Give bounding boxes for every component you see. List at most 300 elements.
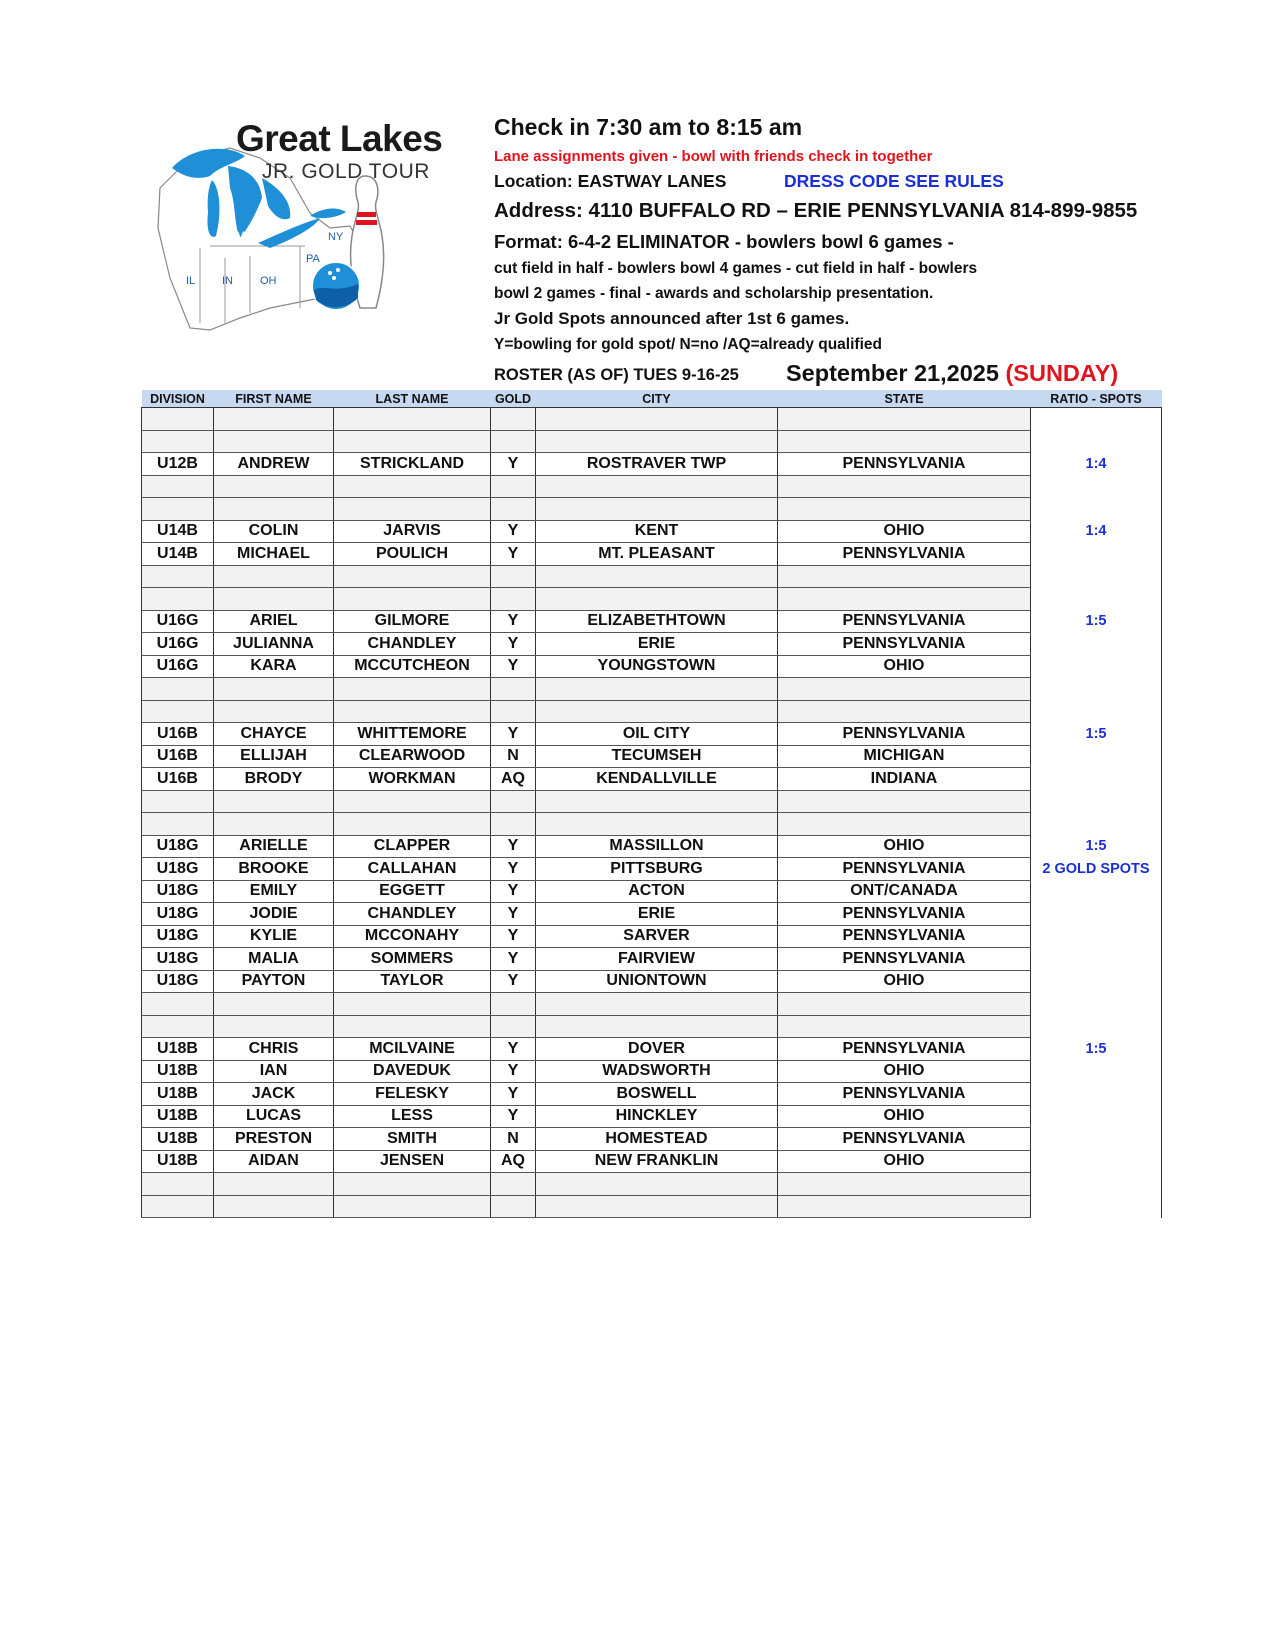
city-cell xyxy=(536,790,778,813)
state-cell xyxy=(778,565,1031,588)
state-cell: PENNSYLVANIA xyxy=(778,543,1031,566)
city-cell: KENDALLVILLE xyxy=(536,768,778,791)
first-name-cell: LUCAS xyxy=(214,1105,334,1128)
table-row xyxy=(142,678,1162,701)
gold-cell xyxy=(491,700,536,723)
first-name-cell: KYLIE xyxy=(214,925,334,948)
last-name-cell: CLAPPER xyxy=(334,835,491,858)
table-row xyxy=(142,1150,1162,1173)
division-cell xyxy=(142,408,214,431)
last-name-cell: STRICKLAND xyxy=(334,453,491,476)
division-cell: U18B xyxy=(142,1105,214,1128)
ratio-spots-cell xyxy=(1031,1173,1162,1196)
last-name-cell: GILMORE xyxy=(334,610,491,633)
division-cell: U18G xyxy=(142,858,214,881)
event-date xyxy=(786,360,1118,387)
gold-cell xyxy=(491,993,536,1016)
last-name-cell: JARVIS xyxy=(334,520,491,543)
first-name-cell: ARIEL xyxy=(214,610,334,633)
first-name-cell xyxy=(214,700,334,723)
division-cell: U18B xyxy=(142,1150,214,1173)
first-name-cell: JULIANNA xyxy=(214,633,334,656)
svg-text:WI: WI xyxy=(178,207,192,219)
table-row xyxy=(142,655,1162,678)
ratio-spots-cell xyxy=(1031,1015,1162,1038)
city-cell: ACTON xyxy=(536,880,778,903)
gold-cell: Y xyxy=(491,453,536,476)
ratio-spots-cell xyxy=(1031,790,1162,813)
gold-cell: AQ xyxy=(491,1150,536,1173)
lane-assignment-note: Lane assignments given - bowl with friends check in together xyxy=(494,148,933,165)
table-row xyxy=(142,520,1162,543)
table-row xyxy=(142,970,1162,993)
ratio-spots-cell xyxy=(1031,430,1162,453)
last-name-cell xyxy=(334,498,491,521)
last-name-cell: WORKMAN xyxy=(334,768,491,791)
division-cell xyxy=(142,430,214,453)
format-line-3: bowl 2 games - final - awards and scholarship presentation. xyxy=(494,285,934,302)
table-row xyxy=(142,430,1162,453)
last-name-cell: FELESKY xyxy=(334,1083,491,1106)
division-cell: U18G xyxy=(142,948,214,971)
ratio-spots-cell xyxy=(1031,543,1162,566)
state-cell: MICHIGAN xyxy=(778,745,1031,768)
first-name-cell: ELLIJAH xyxy=(214,745,334,768)
first-name-cell xyxy=(214,993,334,1016)
last-name-cell xyxy=(334,565,491,588)
ratio-spots-cell: 1:4 xyxy=(1031,453,1162,476)
state-cell: PENNSYLVANIA xyxy=(778,633,1031,656)
gold-cell xyxy=(491,565,536,588)
state-cell: OHIO xyxy=(778,1105,1031,1128)
format-line-2: cut field in half - bowlers bowl 4 games - cut field in half - bowlers xyxy=(494,260,978,277)
svg-text:IN: IN xyxy=(222,275,233,287)
state-cell: PENNSYLVANIA xyxy=(778,1038,1031,1061)
table-row xyxy=(142,633,1162,656)
ratio-spots-cell xyxy=(1031,588,1162,611)
ratio-spots-cell xyxy=(1031,498,1162,521)
division-cell: U18G xyxy=(142,970,214,993)
logo-title: Great Lakes xyxy=(236,118,443,159)
city-cell xyxy=(536,1015,778,1038)
ratio-spots-cell xyxy=(1031,1128,1162,1151)
state-cell xyxy=(778,1173,1031,1196)
table-row xyxy=(142,993,1162,1016)
roster-table xyxy=(141,390,1161,1218)
gold-cell: Y xyxy=(491,903,536,926)
gold-cell: Y xyxy=(491,1105,536,1128)
state-cell xyxy=(778,430,1031,453)
svg-text:MI: MI xyxy=(236,230,249,242)
city-cell xyxy=(536,565,778,588)
state-cell: OHIO xyxy=(778,520,1031,543)
table-row xyxy=(142,610,1162,633)
table-row xyxy=(142,475,1162,498)
state-cell: PENNSYLVANIA xyxy=(778,453,1031,476)
city-cell: ELIZABETHTOWN xyxy=(536,610,778,633)
table-row xyxy=(142,1083,1162,1106)
first-name-cell: AIDAN xyxy=(214,1150,334,1173)
svg-text:OH: OH xyxy=(260,275,277,287)
table-row xyxy=(142,453,1162,476)
last-name-cell xyxy=(334,588,491,611)
division-cell: U18B xyxy=(142,1038,214,1061)
first-name-cell xyxy=(214,1195,334,1218)
first-name-cell xyxy=(214,1015,334,1038)
city-cell: FAIRVIEW xyxy=(536,948,778,971)
gold-cell xyxy=(491,1195,536,1218)
first-name-cell: JODIE xyxy=(214,903,334,926)
city-cell: NEW FRANKLIN xyxy=(536,1150,778,1173)
table-row xyxy=(142,588,1162,611)
address: Address: 4110 BUFFALO RD – ERIE PENNSYLVANIA 814-899-9855 xyxy=(494,199,1138,222)
ratio-spots-cell xyxy=(1031,903,1162,926)
division-cell xyxy=(142,1015,214,1038)
ratio-spots-cell xyxy=(1031,970,1162,993)
last-name-cell xyxy=(334,678,491,701)
gold-cell: Y xyxy=(491,520,536,543)
city-cell xyxy=(536,588,778,611)
division-cell: U18G xyxy=(142,903,214,926)
checkin-time: Check in 7:30 am to 8:15 am xyxy=(494,114,803,140)
gold-cell: AQ xyxy=(491,768,536,791)
division-cell: U14B xyxy=(142,520,214,543)
first-name-cell xyxy=(214,1173,334,1196)
division-cell xyxy=(142,1195,214,1218)
gold-cell xyxy=(491,790,536,813)
state-cell: PENNSYLVANIA xyxy=(778,858,1031,881)
first-name-cell: BROOKE xyxy=(214,858,334,881)
state-cell xyxy=(778,700,1031,723)
column-header: STATE xyxy=(778,390,1031,408)
gold-cell: Y xyxy=(491,858,536,881)
ratio-spots-cell xyxy=(1031,1150,1162,1173)
table-row xyxy=(142,835,1162,858)
state-cell: OHIO xyxy=(778,835,1031,858)
first-name-cell: COLIN xyxy=(214,520,334,543)
table-row xyxy=(142,745,1162,768)
gold-cell: Y xyxy=(491,723,536,746)
gold-cell: Y xyxy=(491,655,536,678)
city-cell: MT. PLEASANT xyxy=(536,543,778,566)
state-cell: ONT/CANADA xyxy=(778,880,1031,903)
city-cell: PITTSBURG xyxy=(536,858,778,881)
city-cell xyxy=(536,408,778,431)
city-cell xyxy=(536,475,778,498)
first-name-cell xyxy=(214,790,334,813)
gold-cell xyxy=(491,678,536,701)
ratio-spots-cell xyxy=(1031,565,1162,588)
last-name-cell: DAVEDUK xyxy=(334,1060,491,1083)
last-name-cell: JENSEN xyxy=(334,1150,491,1173)
gold-cell: Y xyxy=(491,948,536,971)
last-name-cell xyxy=(334,430,491,453)
city-cell: DOVER xyxy=(536,1038,778,1061)
table-row xyxy=(142,498,1162,521)
last-name-cell: CALLAHAN xyxy=(334,858,491,881)
state-cell: PENNSYLVANIA xyxy=(778,610,1031,633)
city-cell: YOUNGSTOWN xyxy=(536,655,778,678)
city-cell xyxy=(536,1173,778,1196)
division-cell xyxy=(142,700,214,723)
table-row xyxy=(142,813,1162,836)
city-cell xyxy=(536,813,778,836)
division-cell: U16B xyxy=(142,768,214,791)
first-name-cell: PRESTON xyxy=(214,1128,334,1151)
gold-cell: Y xyxy=(491,1083,536,1106)
division-cell: U18B xyxy=(142,1083,214,1106)
ratio-spots-cell: 1:5 xyxy=(1031,723,1162,746)
gold-cell: Y xyxy=(491,925,536,948)
table-row xyxy=(142,1173,1162,1196)
ratio-spots-cell: 1:5 xyxy=(1031,610,1162,633)
table-row xyxy=(142,768,1162,791)
table-row xyxy=(142,1015,1162,1038)
state-cell xyxy=(778,498,1031,521)
event-date-text: September 21,2025 xyxy=(786,360,999,386)
city-cell: HINCKLEY xyxy=(536,1105,778,1128)
gold-cell xyxy=(491,475,536,498)
ratio-spots-cell: 1:4 xyxy=(1031,520,1162,543)
gold-cell: Y xyxy=(491,880,536,903)
last-name-cell: MCILVAINE xyxy=(334,1038,491,1061)
ratio-spots-cell xyxy=(1031,925,1162,948)
last-name-cell: LESS xyxy=(334,1105,491,1128)
city-cell: UNIONTOWN xyxy=(536,970,778,993)
gold-legend: Y=bowling for gold spot/ N=no /AQ=already qualified xyxy=(494,336,882,353)
division-cell: U16B xyxy=(142,723,214,746)
roster-as-of: ROSTER (AS OF) TUES 9-16-25 xyxy=(494,366,739,384)
gold-cell xyxy=(491,1015,536,1038)
ratio-spots-cell xyxy=(1031,745,1162,768)
gold-cell xyxy=(491,430,536,453)
city-cell xyxy=(536,430,778,453)
first-name-cell xyxy=(214,813,334,836)
city-cell: ERIE xyxy=(536,903,778,926)
state-cell xyxy=(778,1195,1031,1218)
table-row xyxy=(142,790,1162,813)
first-name-cell: KARA xyxy=(214,655,334,678)
division-cell xyxy=(142,475,214,498)
city-cell: WADSWORTH xyxy=(536,1060,778,1083)
first-name-cell: MICHAEL xyxy=(214,543,334,566)
table-row xyxy=(142,1128,1162,1151)
city-cell: HOMESTEAD xyxy=(536,1128,778,1151)
city-cell xyxy=(536,1195,778,1218)
ratio-spots-cell xyxy=(1031,813,1162,836)
ratio-spots-cell xyxy=(1031,678,1162,701)
ratio-spots-cell xyxy=(1031,993,1162,1016)
last-name-cell xyxy=(334,475,491,498)
last-name-cell xyxy=(334,813,491,836)
first-name-cell: CHRIS xyxy=(214,1038,334,1061)
state-cell: OHIO xyxy=(778,970,1031,993)
division-cell: U12B xyxy=(142,453,214,476)
first-name-cell xyxy=(214,475,334,498)
city-cell: TECUMSEH xyxy=(536,745,778,768)
gold-cell: N xyxy=(491,1128,536,1151)
gold-cell: Y xyxy=(491,970,536,993)
first-name-cell: EMILY xyxy=(214,880,334,903)
roster-table-body xyxy=(142,408,1162,1218)
table-row xyxy=(142,858,1162,881)
last-name-cell: SMITH xyxy=(334,1128,491,1151)
division-cell: U16G xyxy=(142,655,214,678)
table-row xyxy=(142,1060,1162,1083)
state-cell xyxy=(778,408,1031,431)
first-name-cell xyxy=(214,588,334,611)
table-row xyxy=(142,948,1162,971)
city-cell: ROSTRAVER TWP xyxy=(536,453,778,476)
state-cell: OHIO xyxy=(778,655,1031,678)
table-row xyxy=(142,408,1162,431)
division-cell xyxy=(142,565,214,588)
last-name-cell xyxy=(334,993,491,1016)
first-name-cell: BRODY xyxy=(214,768,334,791)
column-header: GOLD xyxy=(491,390,536,408)
division-cell xyxy=(142,588,214,611)
gold-cell xyxy=(491,813,536,836)
division-cell: U18G xyxy=(142,925,214,948)
logo-subtitle: JR. GOLD TOUR xyxy=(262,160,430,183)
last-name-cell: SOMMERS xyxy=(334,948,491,971)
svg-text:PA: PA xyxy=(306,253,320,265)
division-cell xyxy=(142,1173,214,1196)
gold-cell: Y xyxy=(491,543,536,566)
gold-cell: Y xyxy=(491,633,536,656)
city-cell: OIL CITY xyxy=(536,723,778,746)
state-cell: OHIO xyxy=(778,1150,1031,1173)
ratio-spots-cell xyxy=(1031,768,1162,791)
state-cell: PENNSYLVANIA xyxy=(778,723,1031,746)
division-cell: U18B xyxy=(142,1060,214,1083)
state-cell: PENNSYLVANIA xyxy=(778,1083,1031,1106)
ratio-spots-cell: 2 GOLD SPOTS xyxy=(1031,858,1162,881)
state-cell: PENNSYLVANIA xyxy=(778,1128,1031,1151)
format-heading: Format: 6-4-2 ELIMINATOR - bowlers bowl 6 games - xyxy=(494,231,954,252)
state-cell xyxy=(778,790,1031,813)
state-cell xyxy=(778,1015,1031,1038)
last-name-cell: CHANDLEY xyxy=(334,903,491,926)
table-row xyxy=(142,903,1162,926)
table-row xyxy=(142,1195,1162,1218)
gold-cell xyxy=(491,498,536,521)
first-name-cell xyxy=(214,430,334,453)
first-name-cell: CHAYCE xyxy=(214,723,334,746)
division-cell: U18G xyxy=(142,835,214,858)
division-cell: U16G xyxy=(142,610,214,633)
state-cell: OHIO xyxy=(778,1060,1031,1083)
last-name-cell: CLEARWOOD xyxy=(334,745,491,768)
first-name-cell xyxy=(214,408,334,431)
table-row xyxy=(142,925,1162,948)
division-cell: U16G xyxy=(142,633,214,656)
ratio-spots-cell xyxy=(1031,1060,1162,1083)
last-name-cell: POULICH xyxy=(334,543,491,566)
last-name-cell xyxy=(334,790,491,813)
table-row xyxy=(142,1038,1162,1061)
gold-cell: Y xyxy=(491,1060,536,1083)
city-cell xyxy=(536,678,778,701)
first-name-cell: ANDREW xyxy=(214,453,334,476)
ratio-spots-cell xyxy=(1031,475,1162,498)
city-cell: MASSILLON xyxy=(536,835,778,858)
city-cell: SARVER xyxy=(536,925,778,948)
last-name-cell: EGGETT xyxy=(334,880,491,903)
ratio-spots-cell xyxy=(1031,1083,1162,1106)
ratio-spots-cell xyxy=(1031,1105,1162,1128)
state-cell xyxy=(778,678,1031,701)
table-row xyxy=(142,700,1162,723)
state-cell: PENNSYLVANIA xyxy=(778,948,1031,971)
table-row xyxy=(142,880,1162,903)
state-cell: PENNSYLVANIA xyxy=(778,903,1031,926)
last-name-cell xyxy=(334,700,491,723)
ratio-spots-cell: 1:5 xyxy=(1031,835,1162,858)
dress-code-note: DRESS CODE SEE RULES xyxy=(784,171,1004,191)
state-cell: PENNSYLVANIA xyxy=(778,925,1031,948)
last-name-cell xyxy=(334,1195,491,1218)
ratio-spots-cell: 1:5 xyxy=(1031,1038,1162,1061)
division-cell xyxy=(142,993,214,1016)
svg-text:IL: IL xyxy=(186,275,196,287)
location: Location: EASTWAY LANES xyxy=(494,171,727,191)
first-name-cell: JACK xyxy=(214,1083,334,1106)
state-cell: INDIANA xyxy=(778,768,1031,791)
gold-cell: Y xyxy=(491,1038,536,1061)
ratio-spots-cell xyxy=(1031,408,1162,431)
city-cell xyxy=(536,700,778,723)
first-name-cell: ARIELLE xyxy=(214,835,334,858)
last-name-cell: WHITTEMORE xyxy=(334,723,491,746)
last-name-cell: TAYLOR xyxy=(334,970,491,993)
table-row xyxy=(142,543,1162,566)
tour-logo xyxy=(150,118,450,350)
table-row xyxy=(142,565,1162,588)
last-name-cell: MCCUTCHEON xyxy=(334,655,491,678)
ratio-spots-cell xyxy=(1031,655,1162,678)
division-cell: U18G xyxy=(142,880,214,903)
last-name-cell: MCCONAHY xyxy=(334,925,491,948)
division-cell xyxy=(142,498,214,521)
gold-cell: N xyxy=(491,745,536,768)
division-cell: U14B xyxy=(142,543,214,566)
first-name-cell: PAYTON xyxy=(214,970,334,993)
svg-text:NY: NY xyxy=(328,231,344,243)
gold-cell xyxy=(491,408,536,431)
last-name-cell: CHANDLEY xyxy=(334,633,491,656)
table-header-row xyxy=(142,390,1162,408)
event-day: (SUNDAY) xyxy=(1005,360,1119,386)
state-cell xyxy=(778,475,1031,498)
division-cell xyxy=(142,813,214,836)
gold-cell xyxy=(491,588,536,611)
city-cell: ERIE xyxy=(536,633,778,656)
ratio-spots-cell xyxy=(1031,633,1162,656)
city-cell xyxy=(536,993,778,1016)
first-name-cell: IAN xyxy=(214,1060,334,1083)
city-cell: BOSWELL xyxy=(536,1083,778,1106)
division-cell: U16B xyxy=(142,745,214,768)
table-row xyxy=(142,1105,1162,1128)
table-row xyxy=(142,723,1162,746)
ratio-spots-cell xyxy=(1031,880,1162,903)
state-cell xyxy=(778,588,1031,611)
column-header: CITY xyxy=(536,390,778,408)
city-cell: KENT xyxy=(536,520,778,543)
first-name-cell xyxy=(214,565,334,588)
gold-cell: Y xyxy=(491,835,536,858)
